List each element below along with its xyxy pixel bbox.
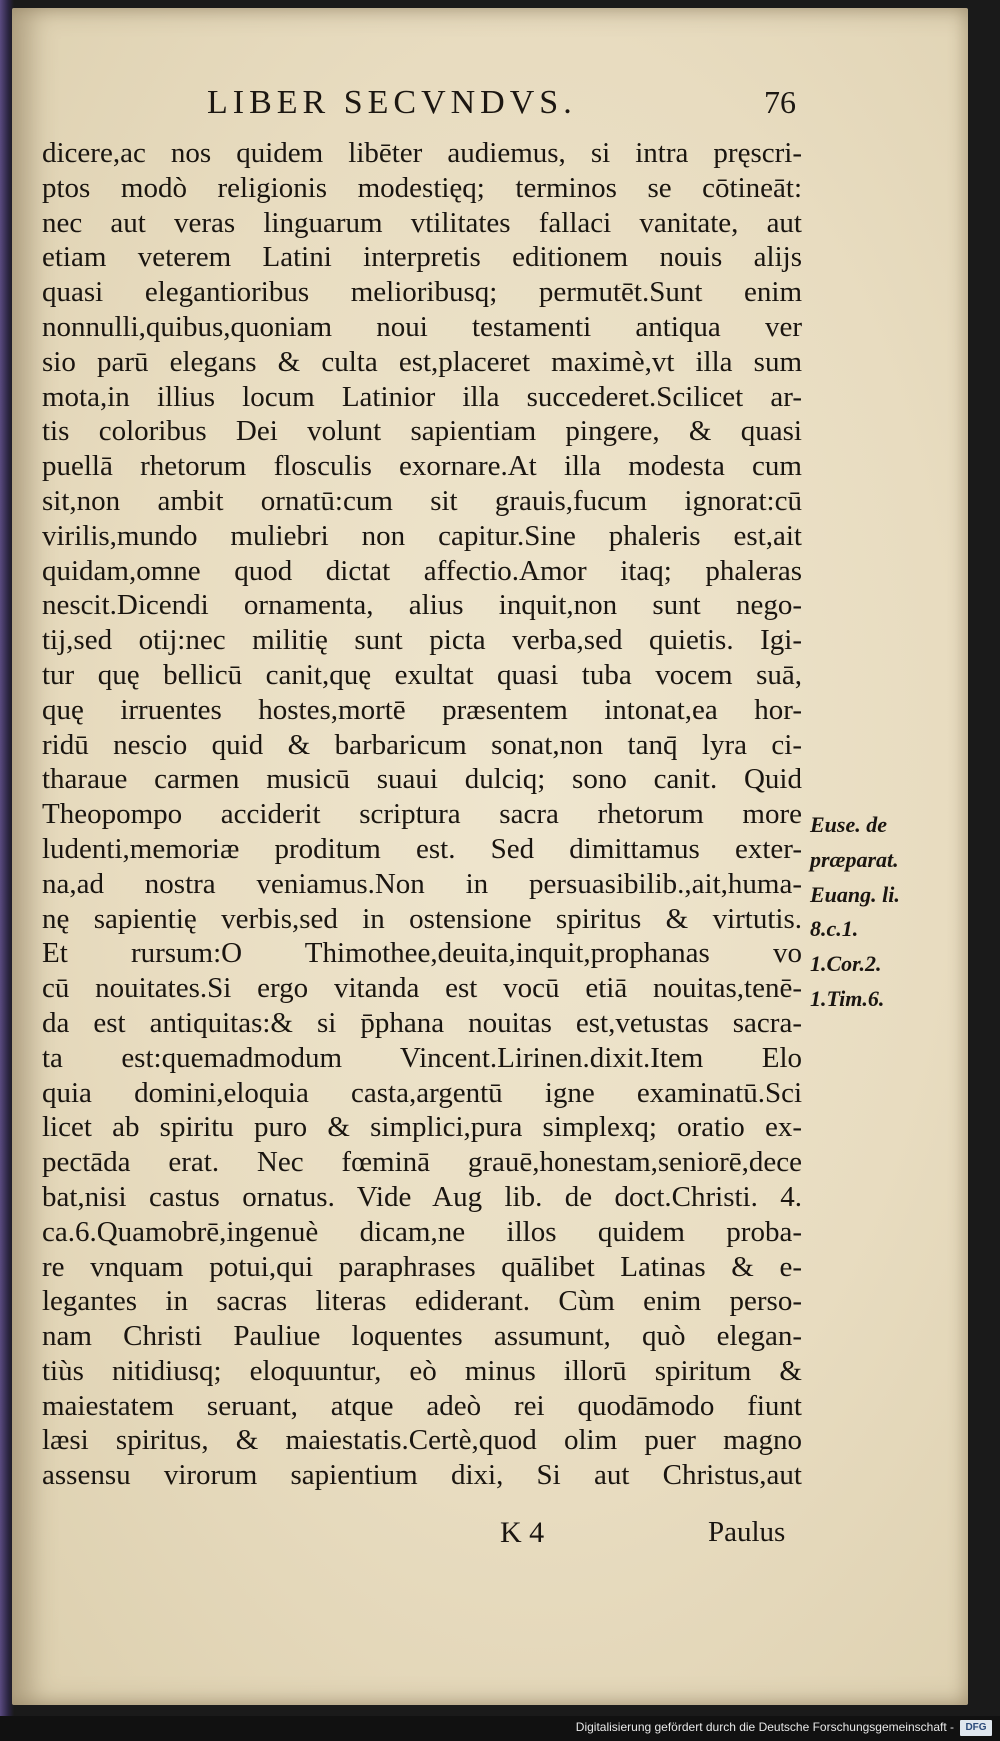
- text-line: bat,nisi castus ornatus. Vide Aug lib. de doct.Christi. 4.: [42, 1180, 802, 1213]
- text-line: ca.6.Quamobrē,ingenuè dicam,ne illos quidem proba-: [42, 1215, 802, 1248]
- text-line: etiam veterem Latini interpretis editionem nouis alijs: [42, 241, 802, 274]
- text-line: re vnquam potui,qui paraphrases quālibet Latinas & e-: [42, 1250, 802, 1283]
- text-line: dicere,ac nos quidem libēter audiemus, si intra pręscri-: [42, 137, 802, 169]
- text-line: nam Christi Pauliue loquentes assumunt, quò elegan-: [42, 1320, 802, 1353]
- catchword: Paulus: [708, 1516, 786, 1548]
- text-line: maiestatem seruant, atque adeò rei quodāmodo fiunt: [42, 1389, 802, 1422]
- text-line: quę irruentes hostes,mortē præsentem intonat,ea hor-: [42, 693, 802, 726]
- text-line: da est antiquitas:& si p̄phana nouitas est,vetustas sacra-: [42, 1006, 802, 1039]
- text-line: sit,non ambit ornatū:cum sit grauis,fucum ignorat:cū: [42, 484, 802, 517]
- text-line: licet ab spiritu puro & simplici,pura simplexq; oratio ex-: [42, 1111, 802, 1144]
- margin-note: præparat.: [810, 846, 899, 872]
- text-line: ridū nescio quid & barbaricum sonat,non tanq̄ lyra ci-: [42, 728, 802, 761]
- text-line: læsi spiritus, & maiestatis.Certè,quod olim puer magno: [42, 1424, 802, 1457]
- text-line: legantes in sacras literas ediderant. Cùm enim perso-: [42, 1285, 802, 1318]
- text-line: tur quę bellicū canit,quę exultat quasi tuba vocem suā,: [42, 658, 802, 691]
- text-line: assensu virorum sapientium dixi, Si aut Christus,aut: [42, 1459, 802, 1492]
- text-line: tis coloribus Dei volunt sapientiam pingere, & quasi: [42, 415, 802, 448]
- text-line: tiùs nitidiusq; eloquuntur, eò minus illorū spiritum &: [42, 1354, 802, 1387]
- running-title: LIBER SECVNDVS.: [207, 84, 577, 121]
- text-line: nec aut veras linguarum vtilitates fallaci vanitate, aut: [42, 206, 802, 239]
- text-line: tij,sed otij:nec militię sunt picta verba,sed quietis. Igi-: [42, 624, 802, 657]
- body-text: [42, 136, 802, 1493]
- text-line: quia domini,eloquia casta,argentū igne examinatū.Sci: [42, 1076, 802, 1109]
- text-line: pectāda erat. Nec fœminā grauē,honestam,seniorē,dece: [42, 1146, 802, 1179]
- text-line: mota,in illius locum Latinior illa succederet.Scilicet ar-: [42, 380, 802, 413]
- text-line: nonnulli,quibus,quoniam noui testamenti antiqua ver: [42, 310, 802, 343]
- book-page: [12, 8, 968, 1705]
- text-line: cū nouitates.Si ergo vitanda est vocū etiā nouitas,tenē-: [42, 972, 802, 1005]
- footer-bar: [0, 1716, 1000, 1741]
- text-line: ptos modò religionis modestięq; terminos se cōtineāt:: [42, 171, 802, 204]
- signature-mark: K 4: [500, 1516, 545, 1549]
- text-line: virilis,mundo muliebri non capitur.Sine phaleris est,ait: [42, 519, 802, 552]
- text-line: ludenti,memoriæ proditum est. Sed dimittamus exter-: [42, 832, 802, 865]
- margin-note: Euse. de: [810, 812, 887, 837]
- text-line: Et rursum:O Thimothee,deuita,inquit,prophanas vo: [42, 937, 802, 970]
- footer-credit: Digitalisierung gefördert durch die Deutsche Forschungsgemeinschaft -: [575, 1720, 954, 1734]
- margin-note: 1.Tim.6.: [810, 985, 885, 1011]
- text-line: nę sapientię verbis,sed in ostensione spiritus & virtutis.: [42, 902, 802, 935]
- margin-notes: [810, 808, 935, 1017]
- dfg-logo: [960, 1720, 992, 1736]
- margin-note: 8.c.1.: [810, 916, 859, 942]
- text-line: nescit.Dicendi ornamenta, alius inquit,non sunt nego-: [42, 589, 802, 622]
- text-line: sio parū elegans & culta est,placeret maximè,vt illa sum: [42, 345, 802, 378]
- text-line: Theopompo acciderit scriptura sacra rhetorum more: [42, 798, 802, 831]
- text-line: puellā rhetorum flosculis exornare.At illa modesta cum: [42, 450, 802, 483]
- text-line: quidam,omne quod dictat affectio.Amor itaq; phaleras: [42, 554, 802, 587]
- text-line: na,ad nostra veniamus.Non in persuasibilib.,ait,huma-: [42, 867, 802, 900]
- text-line: tharaue carmen musicū suaui dulciq; sono canit. Quid: [42, 763, 802, 796]
- margin-note: Euang. li.: [810, 881, 900, 907]
- dfg-logo-text: DFG: [965, 1722, 987, 1733]
- margin-note: 1.Cor.2.: [810, 951, 882, 977]
- page-number: 76: [764, 84, 796, 120]
- text-line: quasi elegantioribus melioribusq; permutēt.Sunt enim: [42, 276, 802, 309]
- text-line: ta est:quemadmodum Vincent.Lirinen.dixit.Item Elo: [42, 1041, 802, 1074]
